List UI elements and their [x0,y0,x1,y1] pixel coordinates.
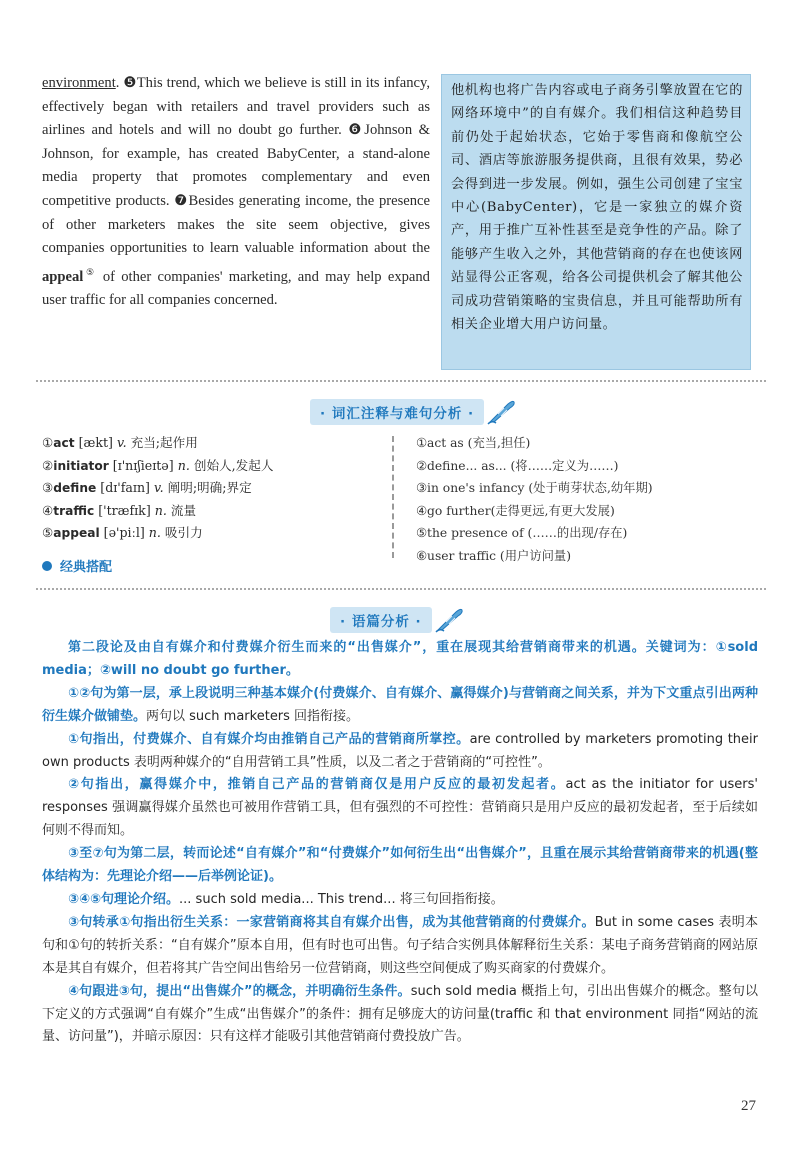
phrase-item: ④go further(走得更远,有更大发展) [416,503,615,518]
classic-collocations-label: 经典搭配 [42,556,112,575]
analysis-paragraph: ②句指出，赢得媒介中，推销自己产品的营销商仅是用户反应的最初发起者。act as the initiator for users' responses 强调赢得媒介虽然也可被用作营销工具，但有强烈的不可控性：营销商只是用户反应的最初发起者，至于后续如何则不得而知。 [42,777,758,839]
analysis-paragraph: 第二段论及由自有媒介和付费媒介衍生而来的“出售媒介”，重在展现其给营销商带来的机遇。关键词为：①sold media；②will no doubt go further。 [42,640,758,678]
translation-text: 他机构也将广告内容或电子商务引擎放置在它的网络环境中”的自有媒介。我们相信这种趋势目前仍处于起始状态，它始于零售商和像航空公司、酒店等旅游服务提供商，且很有效果，势必会得到进一步发展。例如，强生公司创建了宝宝中心(BabyCenter)，它是一家独立的媒介资产，用于推广互补性甚至是竞争性的产品。除了能够产生收入之外，其他营销商的存在也使该网站显得公正客观，给各公司提供机会了解其他公司成功营销策略的宝贵信息，并且可能帮助所有相关企业增大用户访问量。 [451,83,743,333]
vocab-item: ②initiator [ɪ'nɪʃieɪtə] n. 创始人,发起人 [42,457,274,473]
analysis-paragraph: ①②句为第一层，承上段说明三种基本媒介(付费媒介、自有媒介、赢得媒介)与营销商之间关系，并为下文重点引出两种衍生媒介做铺垫。两句以 such marketers 回指衔接。 [42,685,758,724]
phrase-item: ③in one's infancy (处于萌芽状态,幼年期) [416,481,653,496]
analysis-paragraph: ③④⑤句理论介绍。... such sold media... This trend... 将三句回指衔接。 [68,891,504,907]
passage-bold-word: appeal [42,268,84,285]
vocab-section-title: · 词汇注释与难句分析 · [310,399,484,425]
phrase-item: ⑥user traffic (用户访问量) [416,548,572,563]
vocab-item: ④traffic ['træfɪk] n. 流量 [42,502,197,518]
vocab-section-header [310,398,516,426]
passage-text-2: of other companies' marketing, and may help expand user traffic for all companies concerned. [42,268,430,309]
passage-underlined-word: environment [42,75,116,91]
quill-pen-icon [434,606,464,634]
phrase-item: ⑤the presence of (……的出现/存在) [416,526,628,541]
analysis-paragraph: ③句转承①句指出衍生关系：一家营销商将其自有媒介出售，成为其他营销商的付费媒介。But in some cases 表明本句和①句的转折关系：“自有媒介”原本自用，但有时也可出售。句子结合实例具体解释衍生关系：某电子商务营销商的网站原本是其自有媒介，但若将其广告空间出售给另一位营销商，则这些空间便成了购买商家的付费媒介。 [42,914,759,976]
bullet-dot-icon [42,561,52,571]
english-passage [42,72,430,313]
analysis-body [42,637,758,1049]
analysis-section-header [330,606,464,634]
analysis-paragraph: ④句跟进③句，提出“出售媒介”的概念，并明确衍生条件。such sold media 概指上句，引出出售媒介的概念。整句以下定义的方式强调“自有媒介”生成“出售媒介”的条件：拥有足够庞大的访问量(traffic 和 that environment 同指“网站的流量、访问量”)，并暗示原因：只有这样才能吸引其他营销商付费投放广告。 [42,983,758,1045]
page-number: 27 [741,1098,756,1114]
vocab-item: ⑤appeal [ə'piːl] n. 吸引力 [42,525,203,541]
passage-text-1: . ❺This trend, which we believe is still in its infancy, effectively began with retailers and travel providers such as airlines and hotels and will no doubt go further. ❻Johnson & Johnson, for example, has created BabyCenter, a stand-alone media property that promotes complementary and even competitive products. ❼Besides generating income, the presence of other marketers makes the site seem objective, gives companies opportunities to learn valuable information about the [42,75,430,257]
analysis-section-title: · 语篇分析 · [330,607,432,633]
quill-pen-icon [486,398,516,426]
vocab-item: ③define [dɪ'faɪn] v. 阐明;明确;界定 [42,480,252,496]
vocab-item: ①act [ækt] v. 充当;起作用 [42,435,198,450]
section-divider [36,380,766,382]
vocab-list [42,432,372,545]
analysis-paragraph: ①句指出，付费媒介、自有媒介均由推销自己产品的营销商所掌控。are controlled by marketers promoting their own products 表明两种媒介的“自用营销工具”性质，以及二者之于营销商的“可控性”。 [42,731,758,770]
translation-box [441,74,751,370]
phrase-item: ①act as (充当,担任) [416,436,531,450]
analysis-paragraph: ③至⑦句为第二层，转而论述“自有媒介”和“付费媒介”如何衍生出“出售媒介”，且重在展示其给营销商带来的机遇(整体结构为：先理论介绍——后举例论证)。 [42,846,758,885]
phrase-list [416,432,756,568]
passage-footnote-mark: ⑤ [83,266,97,277]
section-divider [36,588,766,590]
phrase-item: ②define... as... (将……定义为……) [416,458,619,473]
chain-divider [392,436,400,558]
